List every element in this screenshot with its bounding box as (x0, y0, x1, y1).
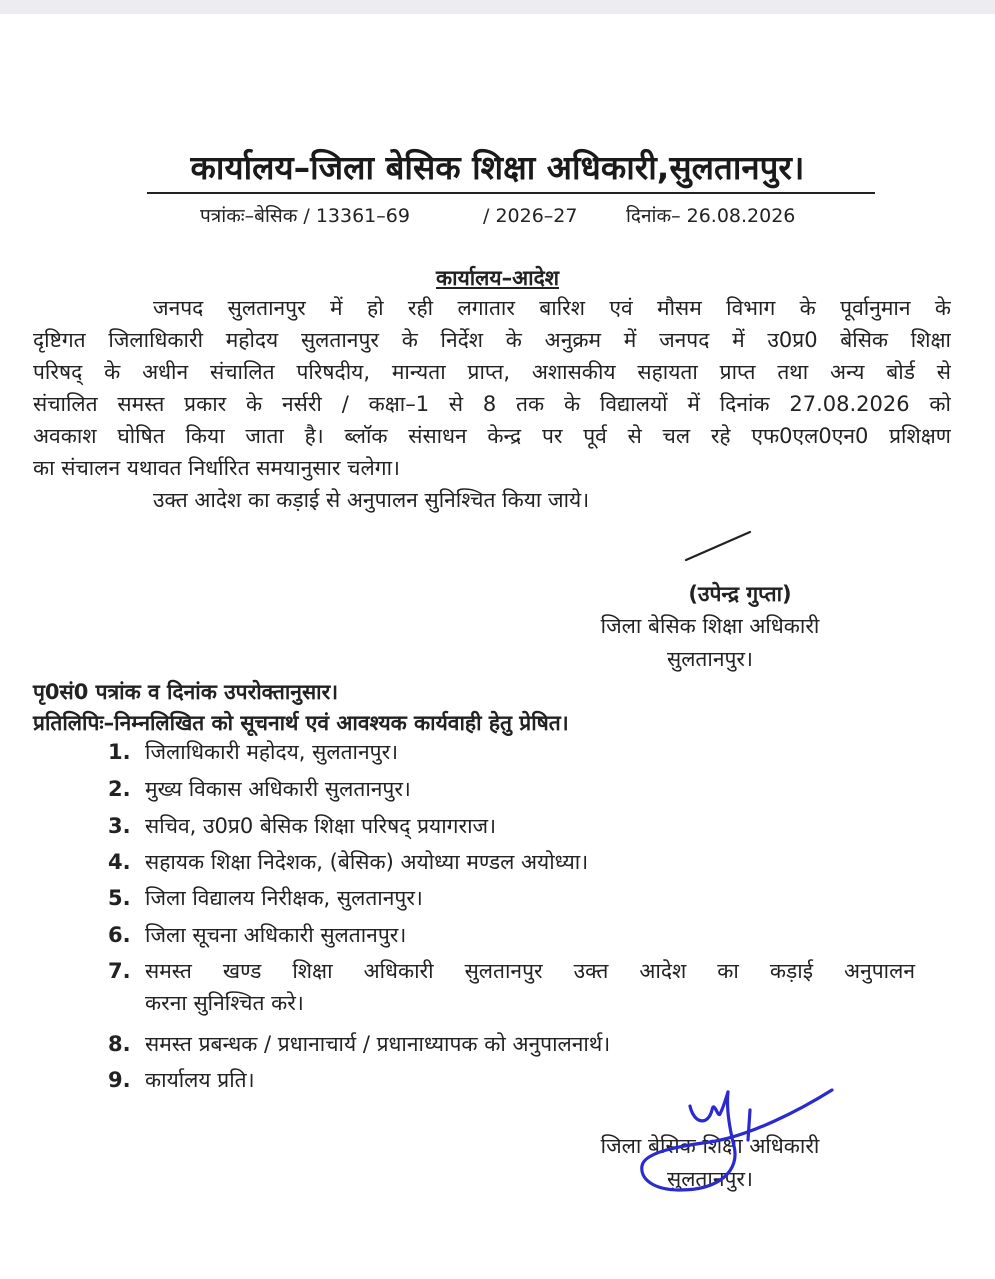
copy-to-heading: प्रतिलिपिः–निम्नलिखित को सूचनार्थ एवं आवश्यक कार्यवाही हेतु प्रेषित। (33, 711, 569, 735)
order-paragraph-line: अवकाश घोषित किया जाता है। ब्लॉक संसाधन केन्द्र पर पूर्व से चल रहे एफ0एल0एन0 प्रशिक्षण (33, 424, 951, 448)
list-item: 7. समस्त खण्ड शिक्षा अधिकारी सुलतानपुर उक्त आदेश का कड़ाई अनुपालन करना सुनिश्चित करे। (108, 959, 915, 1015)
officer-name: (उपेन्द्र गुप्ता) (688, 582, 792, 606)
endorsement-reference: पृ0सं0 पत्रांक व दिनांक उपरोक्तानुसार। (33, 680, 339, 704)
order-paragraph-line: का संचालन यथावत निर्धारित समयानुसार चलेगा। (33, 456, 400, 480)
officer-designation: जिला बेसिक शिक्षा अधिकारी (600, 614, 820, 638)
handwritten-signature (600, 1080, 860, 1220)
letter-year: / 2026–27 (483, 205, 578, 227)
screenshot-top-bar (0, 0, 995, 14)
footer-designation: जिला बेसिक शिक्षा अधिकारी (600, 1134, 820, 1158)
officer-place: सुलतानपुर। (667, 647, 753, 671)
letter-date: दिनांक– 26.08.2026 (626, 205, 796, 227)
reference-line (0, 203, 995, 229)
order-paragraph-line: दृष्टिगत जिलाधिकारी महोदय सुलतानपुर के निर्देश के अनुक्रम में जनपद में उ0प्र0 बेसिक शिक्षा (33, 328, 951, 352)
order-paragraph-line: संचालित समस्त प्रकार के नर्सरी / कक्षा–1 से 8 तक के विद्यालयों में दिनांक 27.08.2026 को (33, 392, 951, 416)
order-paragraph-line: परिषद् के अधीन संचालित परिषदीय, मान्यता प्राप्त, अशासकीय सहायता प्राप्त तथा अन्य बोर्ड से (33, 360, 951, 384)
title-underline (147, 192, 875, 194)
footer-place: सुलतानपुर। (667, 1167, 753, 1191)
office-title: कार्यालय–जिला बेसिक शिक्षा अधिकारी,सुलतानपुर। (190, 148, 805, 187)
officer-signature-mark (680, 528, 760, 568)
order-paragraph-line: जनपद सुलतानपुर में हो रही लगातार बारिश एवं मौसम विभाग के पूर्वानुमान के (153, 296, 951, 320)
compliance-line: उक्त आदेश का कड़ाई से अनुपालन सुनिश्चित किया जाये। (153, 488, 590, 512)
order-heading: कार्यालय–आदेश (436, 266, 559, 290)
letter-number: पत्रांकः–बेसिक / 13361–69 (200, 205, 410, 227)
